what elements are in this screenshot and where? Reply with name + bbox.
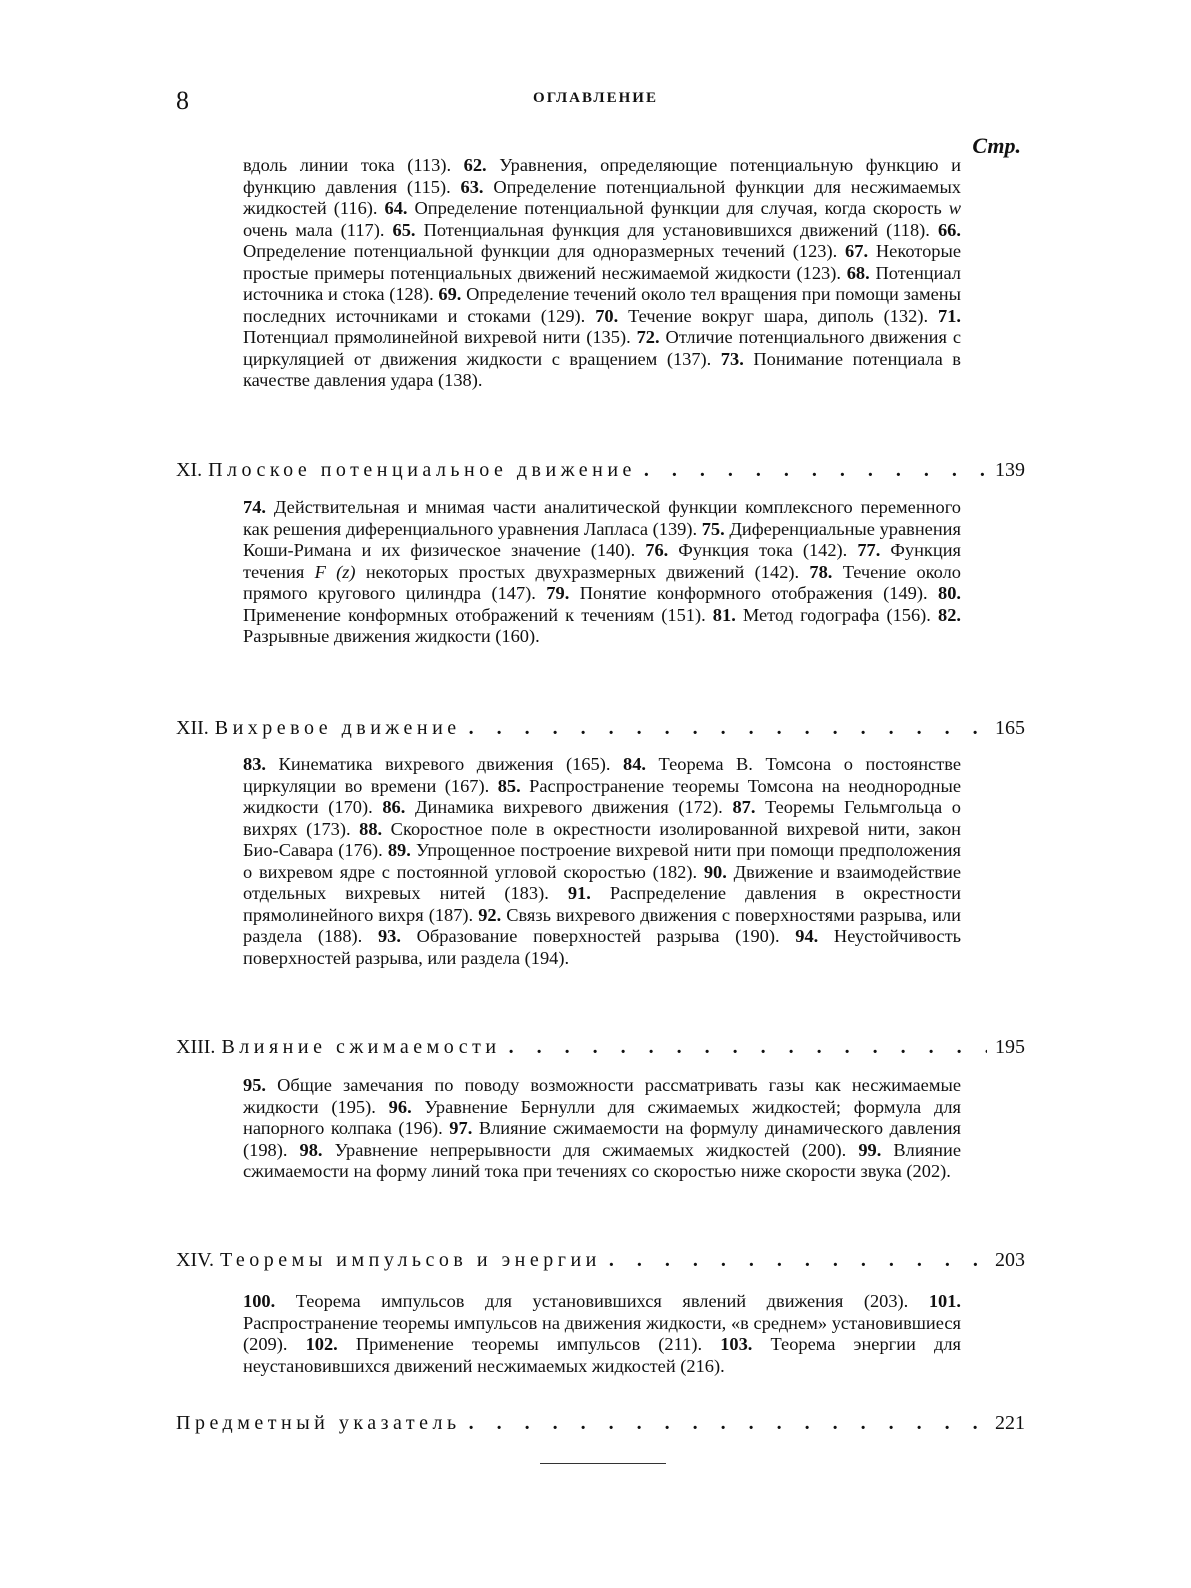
section-text: Упрощенное построение вихревой нити при помощи предположения о вихревом ядре с постоянной угловой скоростью (182). [243, 840, 961, 882]
section-text: Определение течений около тел вращения при помощи замены последних источниками и стоками (129). [243, 284, 961, 326]
section-text: Функция тока (142). [668, 540, 858, 560]
chapter-title: Теоремы импульсов и энергии [219, 1249, 601, 1271]
section-text: Определение потенциальной функции для случая, когда скорость [407, 198, 949, 218]
section-text: Теоремы Гельмгольца о вихрях (173). [243, 797, 962, 839]
leader-dots [609, 1249, 987, 1272]
section-number: 88. [359, 818, 383, 839]
section-text: Понимание потенциала в качестве давления удара (138). [243, 348, 961, 390]
toc-chapter-xii[interactable] [176, 717, 1025, 743]
section-number: 72. [636, 327, 660, 347]
section-text: Влияние сжимаемости на формулу динамического давления (198). [243, 1118, 962, 1160]
section-number: 65. [392, 219, 416, 240]
section-number: 95. [243, 1075, 266, 1095]
section-text: Теорема энергии для неустановившихся движений несжимаемых жидкостей (216). [243, 1334, 961, 1376]
section-number: 101. [928, 1291, 961, 1311]
leader-dots [509, 1036, 987, 1059]
chapter-number: XII. [176, 717, 209, 739]
section-number: 62. [463, 155, 487, 175]
section-text: Диференциальные уравнения Коши-Римана и их физическое значение (140). [243, 518, 961, 560]
section-number: 84. [623, 754, 646, 774]
chapter-number: XI. [176, 459, 203, 481]
section-text: Определение потенциальной функции для несжимаемых жидкостей (116). [243, 176, 961, 218]
section-number: 77. [857, 540, 881, 560]
section-number: 76. [645, 540, 669, 560]
toc-chapter-xi[interactable] [176, 459, 1025, 485]
section-number: 63. [460, 176, 484, 197]
section-number: 92. [478, 904, 502, 925]
section-text: Разрывные движения жидкости (160). [243, 626, 540, 646]
section-number: 87. [732, 797, 756, 817]
section-number: 81. [712, 604, 736, 625]
chapter-page: 139 [995, 459, 1025, 481]
section-text: Кинематика вихревого движения (165). [266, 754, 623, 774]
chapter-title: Влияние сжимаемости [221, 1036, 501, 1058]
section-text: Теорема импульсов для установившихся явлений движения (203). [275, 1291, 929, 1311]
chapter-title: Вихревое движение [214, 717, 461, 739]
chapter-page: 221 [995, 1412, 1025, 1434]
section-number: 79. [546, 583, 570, 603]
section-text-paragraph [243, 155, 961, 392]
section-number: 71. [938, 305, 961, 326]
chapter-title: Плоское потенциальное движение [208, 459, 636, 481]
leader-dots [469, 717, 987, 740]
section-text: Применение теоремы импульсов (211). [337, 1334, 721, 1354]
section-number: 68. [846, 262, 870, 283]
section-number: 70. [595, 305, 619, 326]
section-number: 99. [858, 1139, 882, 1160]
section-number: 83. [243, 754, 266, 774]
chapter-number: XIV. [176, 1249, 214, 1271]
section-number: 98. [299, 1139, 323, 1160]
leader-dots [469, 1412, 987, 1435]
section-number: 94. [795, 926, 819, 946]
math-symbol: w [948, 198, 961, 218]
section-text: Потенциальная функция для установившихся движений (118). [415, 219, 938, 240]
section-text: Распространение теоремы импульсов на движения жидкости, «в среднем» установившиеся (209). [243, 1312, 961, 1354]
section-text: Скоростное поле в окрестности изолированной вихревой нити, закон Био-Савара (176). [243, 818, 962, 860]
chapter-page: 203 [995, 1249, 1025, 1271]
section-text: Теорема В. Томсона о постоянстве циркуляции во времени (167). [243, 754, 961, 796]
section-text-paragraph [243, 1291, 961, 1377]
section-number: 102. [305, 1334, 338, 1354]
chapter-number: XIII. [176, 1036, 216, 1058]
section-number: 86. [382, 797, 406, 817]
section-text: Потенциал прямолинейной вихревой нити (135). [243, 327, 637, 347]
leader-dots [644, 459, 987, 482]
toc-subject-index[interactable] [176, 1412, 1025, 1438]
section-text: Понятие конформного отображения (149). [569, 583, 938, 603]
section-text: Неустойчивость поверхностей разрыва, или раздела (194). [243, 926, 961, 968]
bottom-rule [540, 1463, 666, 1464]
section-text: Влияние сжимаемости на форму линий тока при течениях со скоростью ниже скорости звука (202). [243, 1139, 962, 1181]
section-text: Уравнения, определяющие потенциальную функцию и функцию давления (115). [243, 155, 961, 197]
section-number: 82. [938, 604, 962, 625]
section-text: Течение около прямого кругового цилиндра (147). [243, 561, 961, 603]
section-number: 91. [567, 883, 591, 903]
section-number: 96. [388, 1096, 412, 1117]
section-number: 66. [937, 219, 961, 240]
section-text-paragraph [243, 1075, 961, 1183]
section-text: Определение потенциальной функции для одноразмерных течений (123). [243, 241, 846, 261]
chapter-title: Предметный указатель [176, 1412, 461, 1434]
section-number: 100. [243, 1291, 276, 1311]
section-text: Связь вихревого движения с поверхностями разрыва, или раздела (188). [243, 904, 961, 946]
section-text-paragraph [243, 497, 961, 648]
section-text: вдоль линии тока (113). [243, 155, 464, 175]
section-number: 73. [720, 348, 744, 369]
section-number: 67. [845, 241, 869, 261]
section-text: Движение и взаимодействие отдельных вихревых нитей (183). [243, 861, 961, 903]
running-title: ОГЛАВЛЕНИЕ [533, 90, 658, 106]
page-column-label: Стр. [972, 133, 1021, 158]
chapter-page: 195 [995, 1036, 1025, 1058]
section-text: Распространение теоремы Томсона на неоднородные жидкости (170). [243, 775, 961, 817]
section-text: Общие замечания по поводу возможности рассматривать газы как несжимаемые жидкости (195). [243, 1075, 961, 1117]
section-number: 103. [720, 1334, 753, 1354]
section-number: 85. [497, 775, 521, 796]
section-number: 80. [938, 583, 961, 603]
section-text: Течение вокруг шара, диполь (132). [618, 305, 938, 326]
toc-chapter-xiii[interactable] [176, 1036, 1025, 1062]
section-text: Образование поверхностей разрыва (190). [400, 926, 796, 946]
section-number: 93. [377, 926, 401, 946]
section-number: 64. [384, 198, 408, 218]
section-text-paragraph [243, 754, 961, 969]
toc-chapter-xiv[interactable] [176, 1249, 1025, 1275]
section-text: Потенциал источника и стока (128). [243, 262, 961, 304]
section-number: 89. [387, 840, 411, 860]
section-text: Динамика вихревого движения (172). [405, 797, 733, 817]
section-text: очень мала (117). [243, 219, 393, 240]
section-text: некоторых простых двухразмерных движений (142). [355, 561, 810, 582]
section-number: 97. [449, 1118, 473, 1138]
section-text: Действительная и мнимая части аналитической функции комплексного переменного как решения диференциального уравнения Лапласа (139). [243, 497, 961, 539]
section-number: 69. [438, 284, 462, 304]
section-number: 78. [809, 561, 833, 582]
section-text: Отличие потенциального движения с циркуляцией от движения жидкости с вращением (137). [243, 327, 961, 369]
math-symbol: F (z) [314, 561, 356, 582]
section-text: Некоторые простые примеры потенциальных движений несжимаемой жидкости (123). [243, 241, 961, 283]
chapter-page: 165 [995, 717, 1025, 739]
section-text: Уравнение Бернулли для сжимаемых жидкостей; формула для напорного колпака (196). [243, 1096, 961, 1138]
section-text: Применение конформных отображений к течениям (151). [243, 604, 713, 625]
section-text: Функция течения [243, 540, 961, 582]
section-number: 75. [701, 518, 725, 539]
page-number: 8 [176, 86, 189, 115]
section-text: Уравнение непрерывности для сжимаемых жидкостей (200). [322, 1139, 859, 1160]
section-number: 74. [243, 497, 266, 517]
section-text: Распределение давления в окрестности прямолинейного вихря (187). [243, 883, 961, 925]
section-text: Метод годографа (156). [735, 604, 939, 625]
section-number: 90. [703, 861, 727, 882]
